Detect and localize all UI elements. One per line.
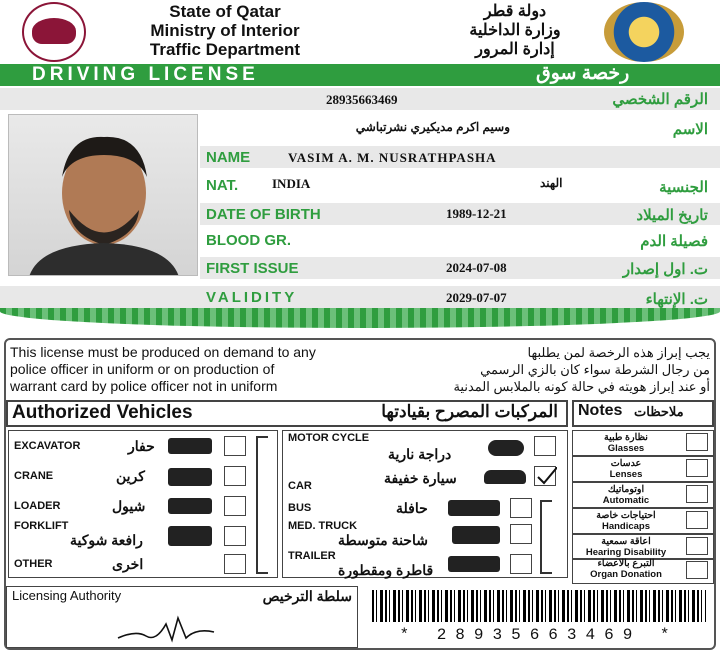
vehicle-label: CAR bbox=[288, 480, 312, 492]
note-label bbox=[576, 484, 676, 506]
truck-icon bbox=[452, 526, 500, 544]
dob-label: DATE OF BIRTH bbox=[206, 206, 321, 223]
barcode-number: * 28935663469 * bbox=[399, 626, 679, 644]
vehicle-label: EXCAVATOR bbox=[14, 440, 81, 452]
excavator-checkbox[interactable] bbox=[224, 436, 246, 456]
personal-number: 28935663469 bbox=[326, 92, 398, 107]
handicaps-checkbox[interactable] bbox=[686, 511, 708, 529]
authorized-vehicles-title-ar: المركبات المصرح بقيادتها bbox=[381, 402, 558, 421]
vehicle-label-ar: قاطرة ومقطورة bbox=[338, 562, 434, 578]
note-label-en: Lenses bbox=[609, 469, 643, 480]
crane-icon bbox=[168, 468, 212, 486]
vehicle-label-ar: كرين bbox=[116, 468, 145, 484]
note-label-en: Automatic bbox=[602, 495, 650, 506]
holder-photo bbox=[8, 114, 198, 276]
forklift-checkbox[interactable] bbox=[224, 526, 246, 546]
first-issue-label: FIRST ISSUE bbox=[206, 260, 299, 277]
note-label-ar: نظارة طبية bbox=[604, 432, 648, 443]
forklift-icon bbox=[168, 526, 212, 546]
note-label-ar: احتياجات خاصة bbox=[596, 510, 656, 521]
name-arabic: وسيم اكرم مديكيري نشرتباشي bbox=[355, 120, 510, 134]
group-bracket bbox=[540, 500, 552, 574]
vehicle-label-ar: اخرى bbox=[112, 556, 144, 572]
holder-name: VASIM A. M. NUSRATHPASHA bbox=[288, 150, 497, 165]
trailer-icon bbox=[448, 556, 500, 572]
header-state-ar: دولة قطر bbox=[483, 3, 547, 20]
automatic-checkbox[interactable] bbox=[686, 485, 708, 503]
note-label bbox=[576, 458, 676, 480]
dob-label-ar: تاريخ الميلاد bbox=[636, 207, 708, 224]
name-label-ar: الاسم bbox=[672, 121, 708, 138]
note-label bbox=[576, 536, 676, 558]
excavator-icon bbox=[168, 438, 212, 454]
vehicle-label-ar: حفار bbox=[128, 438, 155, 454]
notes-title-ar: ملاحظات bbox=[634, 404, 684, 419]
notice-arabic bbox=[380, 344, 710, 395]
header-ministry: Ministry of Interior bbox=[150, 21, 300, 40]
first-issue-date: 2024-07-08 bbox=[446, 260, 507, 275]
first-issue-label-ar: ت. اول إصدار bbox=[622, 261, 708, 278]
note-label-ar: التبرع بالاعضاء bbox=[597, 558, 655, 569]
note-label bbox=[576, 558, 676, 580]
notice-line: warrant card by police officer not in uniform bbox=[10, 378, 278, 394]
motorcycle-icon bbox=[488, 440, 524, 456]
loader-icon bbox=[168, 498, 212, 514]
other-checkbox[interactable] bbox=[224, 554, 246, 574]
lenses-checkbox[interactable] bbox=[686, 459, 708, 477]
notice-english bbox=[10, 344, 355, 395]
nationality-label: NAT. bbox=[206, 177, 239, 194]
vehicle-label: LOADER bbox=[14, 500, 61, 512]
notice-line: This license must be produced on demand to any bbox=[10, 344, 316, 360]
vehicle-label: MED. TRUCK bbox=[288, 520, 358, 532]
crane-checkbox[interactable] bbox=[224, 466, 246, 486]
header-ministry-ar: وزارة الداخلية bbox=[469, 22, 561, 39]
signature bbox=[116, 610, 216, 649]
note-label bbox=[576, 510, 676, 532]
blood-group-label: BLOOD GR. bbox=[206, 232, 291, 249]
nationality-arabic: الهند bbox=[540, 176, 563, 190]
vehicle-label-ar: شيول bbox=[112, 498, 146, 514]
notice-line-ar: من رجال الشرطة سواء كان بالزي الرسمي bbox=[480, 362, 710, 377]
validity-label: VALIDITY bbox=[206, 289, 298, 306]
validity-label-ar: ت. الإنتهاء bbox=[645, 291, 708, 308]
note-label-ar: اوتوماتيك bbox=[607, 484, 645, 495]
note-label-en: Organ Donation bbox=[590, 569, 662, 580]
notice-line-ar: أو عند إبراز هويته في حالة كونه بالملابس المدنية bbox=[453, 379, 710, 394]
vehicle-label-ar: شاحنة متوسطة bbox=[338, 532, 428, 548]
authorized-vehicles-title: Authorized Vehicles bbox=[12, 402, 193, 423]
notes-title: Notes bbox=[578, 402, 623, 419]
vehicle-label: MOTOR CYCLE bbox=[288, 432, 370, 444]
car-icon bbox=[484, 470, 526, 484]
barcode bbox=[372, 590, 706, 622]
name-label: NAME bbox=[206, 149, 251, 166]
vehicle-label: FORKLIFT bbox=[14, 520, 69, 532]
vehicle-label: CRANE bbox=[14, 470, 54, 482]
note-label-en: Handicaps bbox=[601, 521, 651, 532]
car-checkbox[interactable] bbox=[534, 466, 556, 486]
bus-checkbox[interactable] bbox=[510, 498, 532, 518]
qatar-emblem-logo bbox=[22, 2, 86, 62]
notice-line-ar: يجب إبراز هذه الرخصة لمن يطلبها bbox=[527, 345, 710, 360]
header-state: State of Qatar bbox=[169, 2, 281, 21]
note-label-ar: عدسات bbox=[610, 458, 642, 469]
vehicle-label-ar: رافعة شوكية bbox=[70, 532, 143, 548]
licensing-authority-label: Licensing Authority bbox=[12, 588, 122, 603]
vehicle-label: TRAILER bbox=[288, 550, 336, 562]
motorcycle-checkbox[interactable] bbox=[534, 436, 556, 456]
title-english: DRIVING LICENSE bbox=[32, 64, 259, 85]
note-label bbox=[576, 432, 676, 454]
note-label-en: Hearing Disability bbox=[585, 547, 667, 558]
licensing-authority-label-ar: سلطة الترخيص bbox=[262, 588, 352, 604]
decorative-wave bbox=[0, 308, 720, 328]
vehicle-label-ar: سيارة خفيفة bbox=[384, 470, 457, 486]
date-of-birth: 1989-12-21 bbox=[446, 206, 507, 221]
group-bracket bbox=[256, 436, 268, 574]
header-english bbox=[110, 2, 340, 59]
hearing-checkbox[interactable] bbox=[686, 537, 708, 555]
header-arabic bbox=[440, 2, 590, 59]
vehicle-label-ar: دراجة نارية bbox=[388, 446, 452, 462]
loader-checkbox[interactable] bbox=[224, 496, 246, 516]
gcc-emblem-logo bbox=[604, 2, 684, 62]
note-label-en: Glasses bbox=[607, 443, 645, 454]
vehicle-label: OTHER bbox=[14, 558, 53, 570]
header-department: Traffic Department bbox=[149, 40, 301, 59]
validity-date: 2029-07-07 bbox=[446, 290, 507, 305]
title-arabic: رخصة سوق bbox=[536, 63, 630, 84]
vehicle-label-ar: حافلة bbox=[396, 500, 428, 516]
glasses-checkbox[interactable] bbox=[686, 433, 708, 451]
organ-donation-checkbox[interactable] bbox=[686, 561, 708, 579]
vehicle-label: BUS bbox=[288, 502, 312, 514]
note-label-ar: اعاقة سمعية bbox=[601, 536, 651, 547]
nationality: INDIA bbox=[272, 176, 311, 191]
header-department-ar: إدارة المرور bbox=[475, 41, 555, 58]
notice-line: police officer in uniform or on production of bbox=[10, 361, 275, 377]
blood-group-label-ar: فصيلة الدم bbox=[640, 233, 708, 250]
personal-number-label-ar: الرقم الشخصي bbox=[612, 91, 708, 108]
bus-icon bbox=[448, 500, 500, 516]
med-truck-checkbox[interactable] bbox=[510, 524, 532, 544]
nationality-label-ar: الجنسية bbox=[659, 179, 708, 196]
trailer-checkbox[interactable] bbox=[510, 554, 532, 574]
